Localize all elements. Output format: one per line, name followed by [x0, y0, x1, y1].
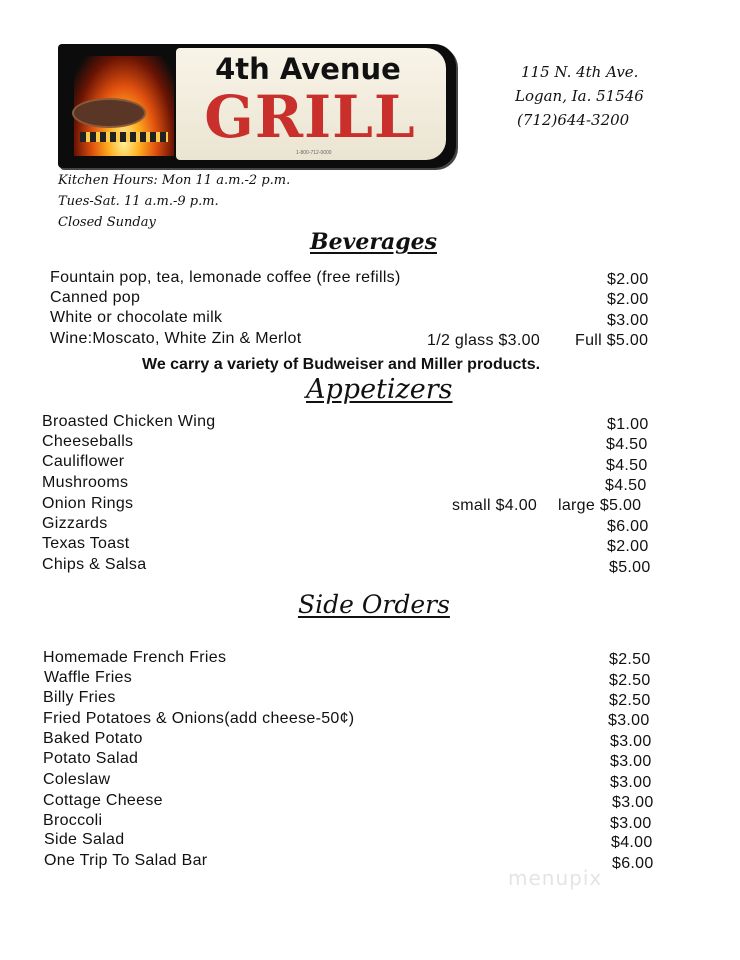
beverages-heading: Beverages [310, 229, 437, 255]
appetizer-item-name: Gizzards [42, 515, 108, 532]
side-item-price: $6.00 [612, 855, 654, 872]
appetizer-item-price: $1.00 [607, 416, 649, 433]
appetizer-item-price: $4.50 [606, 457, 648, 474]
side-item-price: $2.50 [609, 692, 651, 709]
appetizer-item-name: Chips & Salsa [42, 556, 147, 573]
side-item-price: $3.00 [610, 753, 652, 770]
hours-line-2: Tues-Sat. 11 a.m.-9 p.m. [58, 194, 219, 209]
appetizer-item-price: large $5.00 [558, 497, 642, 514]
beverage-item-name: Wine:Moscato, White Zin & Merlot [50, 330, 302, 347]
beverage-item-name: Canned pop [50, 289, 141, 306]
beverage-item-price: $3.00 [607, 312, 649, 329]
side-item-name: Baked Potato [43, 730, 143, 747]
appetizer-item-price: $2.00 [607, 538, 649, 555]
address-phone: (712)644-3200 [517, 111, 630, 129]
appetizers-heading: Appetizers [306, 374, 453, 405]
side-item-price: $2.50 [609, 672, 651, 689]
appetizer-item-price: $4.50 [605, 477, 647, 494]
side-item-price: $3.00 [612, 794, 654, 811]
beverage-item-price: $2.00 [607, 271, 649, 288]
side-item-price: $2.50 [609, 651, 651, 668]
side-item-price: $3.00 [610, 733, 652, 750]
address-street: 115 N. 4th Ave. [521, 63, 639, 81]
side-item-name: Side Salad [44, 831, 125, 848]
side-item-name: Billy Fries [43, 689, 116, 706]
beverage-item-name: Fountain pop, tea, lemonade coffee (free refills) [50, 269, 401, 286]
hours-line-3: Closed Sunday [58, 215, 156, 230]
side-item-price: $3.00 [610, 774, 652, 791]
side-item-name: Homemade French Fries [43, 649, 227, 666]
logo-line-2: GRILL [204, 83, 416, 151]
beer-note: We carry a variety of Budweiser and Miller products. [142, 356, 541, 373]
appetizer-item-note: small $4.00 [452, 497, 538, 514]
restaurant-logo [58, 44, 456, 168]
side-item-price: $4.00 [611, 834, 653, 851]
appetizer-item-price: $6.00 [607, 518, 649, 535]
appetizer-item-name: Cheeseballs [42, 433, 134, 450]
side-item-name: Broccoli [43, 812, 103, 829]
watermark: menupix [508, 866, 603, 890]
appetizer-item-name: Texas Toast [42, 535, 130, 552]
appetizer-item-name: Broasted Chicken Wing [42, 413, 216, 430]
side-item-price: $3.00 [608, 712, 650, 729]
appetizer-item-price: $4.50 [606, 436, 648, 453]
hours-line-1: Kitchen Hours: Mon 11 a.m.-2 p.m. [58, 173, 291, 188]
side-item-name: Potato Salad [43, 750, 139, 767]
beverage-item-note: 1/2 glass $3.00 [427, 332, 541, 349]
appetizer-item-name: Onion Rings [42, 495, 134, 512]
beverage-item-price: $2.00 [607, 291, 649, 308]
side-orders-heading: Side Orders [298, 590, 450, 619]
steak-icon [72, 98, 146, 128]
logo-small-text: 1-800-712-0000 [296, 150, 332, 156]
side-item-name: Cottage Cheese [43, 792, 163, 809]
appetizer-item-name: Cauliflower [42, 453, 125, 470]
side-item-name: Fried Potatoes & Onions(add cheese-50¢) [43, 710, 355, 727]
appetizer-item-price: $5.00 [609, 559, 651, 576]
logo-line-1: 4th Avenue [215, 52, 401, 86]
side-item-price: $3.00 [610, 815, 652, 832]
beverage-item-price: Full $5.00 [575, 332, 649, 349]
beverage-item-name: White or chocolate milk [50, 309, 223, 326]
side-item-name: Waffle Fries [44, 669, 133, 686]
side-item-name: Coleslaw [43, 771, 111, 788]
appetizer-item-name: Mushrooms [42, 474, 129, 491]
address-city: Logan, Ia. 51546 [515, 87, 644, 105]
side-item-name: One Trip To Salad Bar [44, 852, 208, 869]
